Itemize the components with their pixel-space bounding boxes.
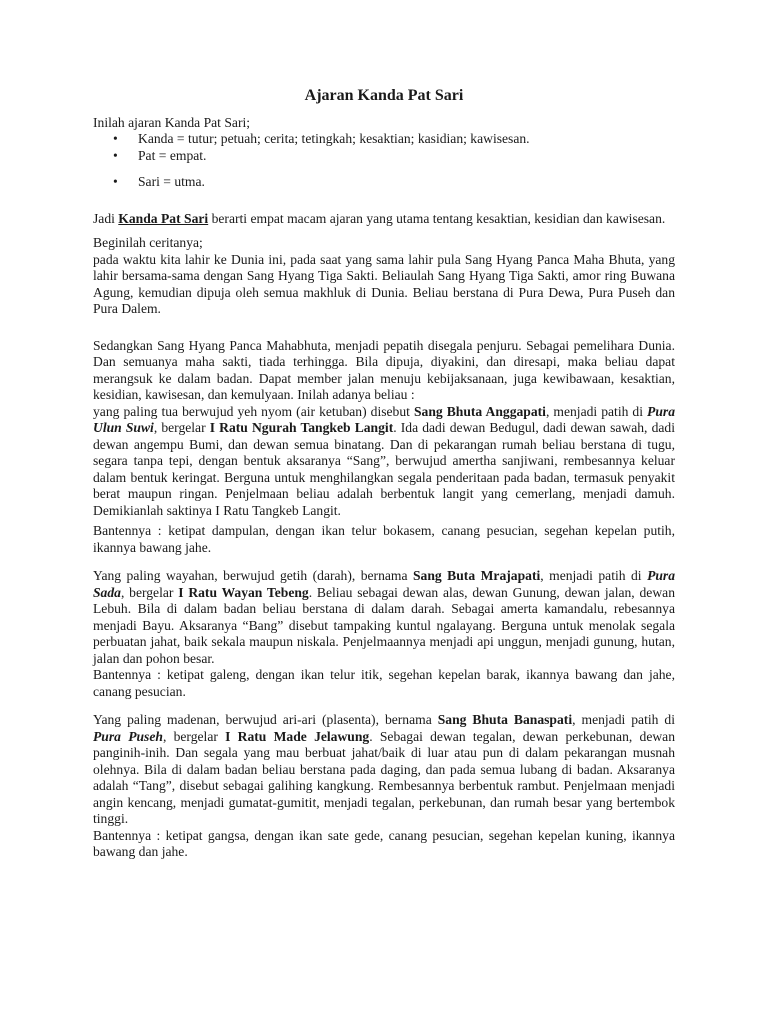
name-bhuta-anggapati: Sang Bhuta Anggapati [413, 403, 546, 419]
name-ratu-made-jelawung: I Ratu Made Jelawung [225, 728, 370, 744]
paragraph-banaspati: Yang paling madenan, berwujud ari-ari (plasenta), bernama Sang Bhuta Banaspati, menjadi patih di Pura Puseh, bergelar I Ratu Made Jelawung. Sebagai dewan tegalan, dewan perkebunan, dewan panginih-inih. Dan segala yang mau berbuat jahat/baik di luar atau pun di dalam pekarangan musnah olehnya. Bila di dalam badan beliau berstana pada daging, dan pada semua lubang di badan. Aksaranya adalah “Tang”, disebut sebagai galihing kangkung. Rembesannya berbentuk rambut. Penjelmaan menjadi angin kencang, menjadi gumatat-gumitit, menjadi tegalan, perkebunan, dan rumah besar yang bertembok tinggi. [93, 712, 675, 826]
page-title: Ajaran Kanda Pat Sari [304, 87, 464, 104]
paragraph-anggapati: yang paling tua berwujud yeh nyom (air ketuban) disebut Sang Bhuta Anggapati, menjadi patih di Pura Ulun Suwi, bergelar I Ratu Ngurah Tangkeb Langit. Ida dadi dewan Bedugul, dadi dewan sawah, dadi dewan angempu Bumi, dan dewan semua binatang. Dan di pekarangan rumah beliau berstana di tugu, segara tanpa tepi, dengan bentuk aksaranya “Sang”, berwujud amertha sanjiwani, rembesannya keluar dalam bentuk keringat. Berguna untuk menghilangkan segala penderitaan pada badan, termasuk penyakit berat maupun ringan. Penjelmaan beliau adalah berbentuk langit yang cemerlang, menjadi damuh. Demikianlah saktinya I Ratu Tangkeb Langit. [93, 403, 675, 518]
list-item: • Pat = empat. [93, 148, 675, 165]
paragraph-banten-2: Bantennya : ketipat galeng, dengan ikan telur itik, segehan kepelan barak, ikannya bawang dan jahe, canang pesucian. [93, 667, 675, 699]
document-body [93, 88, 675, 861]
name-ratu-wayan-tebeng: I Ratu Wayan Tebeng [178, 584, 309, 600]
definition-list [93, 131, 675, 191]
paragraph-mrajapati: Yang paling wayahan, berwujud getih (darah), bernama Sang Buta Mrajapati, menjadi patih di Pura Sada, bergelar I Ratu Wayan Tebeng. Beliau sebagai dewan alas, dewan Gunung, dewan jalan, dewan Lebuh. Bila di dalam badan beliau berstana di dalam darah. Sebagai amerta kamandalu, rebesannya menjadi Bayu. Aksaranya “Bang” disebut tampaking kuntul ngalayang. Berguna untuk menolak segala perbuatan jahat, baik sekala maupun niskala. Penjelmaannya menjadi api unggun, menjadi gunung, hutan, jalan dan pohon besar. [93, 568, 676, 666]
paragraph-banten-1: Bantennya : ketipat dampulan, dengan ikan telur bokasem, canang pesucian, segehan kepelan putih, ikannya bawang jahe. [93, 523, 675, 555]
paragraph-beginilah: Beginilah ceritanya; [93, 235, 203, 250]
name-buta-mrajapati: Sang Buta Mrajapati [413, 568, 541, 583]
name-pura-ulun-suwi: Pura Ulun Suwi [93, 403, 675, 435]
name-pura-sada: Pura Sada [93, 568, 676, 600]
paragraph-sedangkan: Sedangkan Sang Hyang Panca Mahabhuta, menjadi pepatih disegala penjuru. Sebagai pemelihara Dunia. Dan semuanya maha sakti, tiada terhingga. Bila dipuja, diyakini, dan diresapi, maka beliau dapat merangsuk ke dalam badan. Dapat member jalan menuju kebijaksanaan, juga kewibawaan, kesaktian, kesidian, kawisesan, dan kemulyaan. Inilah adanya beliau : [93, 337, 675, 402]
paragraph-banten-3: Bantennya : ketipat gangsa, dengan ikan sate gede, canang pesucian, segehan kepelan kuning, ikannya bawang dan jahe. [93, 827, 675, 859]
paragraph-jadi: Jadi Kanda Pat Sari berarti empat macam ajaran yang utama tentang kesaktian, kesidian dan kawisesan. [93, 210, 666, 226]
list-item: • Sari = utma. [93, 174, 675, 191]
list-item: • Kanda = tutur; petuah; cerita; tetingkah; kesaktian; kasidian; kawisesan. [93, 131, 675, 148]
name-bhuta-banaspati: Sang Bhuta Banaspati [437, 712, 573, 727]
name-ratu-tangkeb-langit: I Ratu Ngurah Tangkeb Langit [209, 420, 394, 435]
paragraph-story: pada waktu kita lahir ke Dunia ini, pada saat yang sama lahir pula Sang Hyang Panca Maha Bhuta, yang lahir bersama-sama dengan Sang Hyang Tiga Sakti. Beliaulah Sang Hyang Tiga Sakti, amor ring Buwana Agung, kemudian dipuja oleh semua makhluk di Dunia. Beliau berstana di Pura Dewa, Pura Puseh dan Pura Dalem. [93, 251, 675, 316]
intro-line: Inilah ajaran Kanda Pat Sari; [93, 114, 251, 130]
term-kanda-pat-sari: Kanda Pat Sari [118, 210, 209, 226]
name-pura-puseh: Pura Puseh [93, 728, 163, 744]
